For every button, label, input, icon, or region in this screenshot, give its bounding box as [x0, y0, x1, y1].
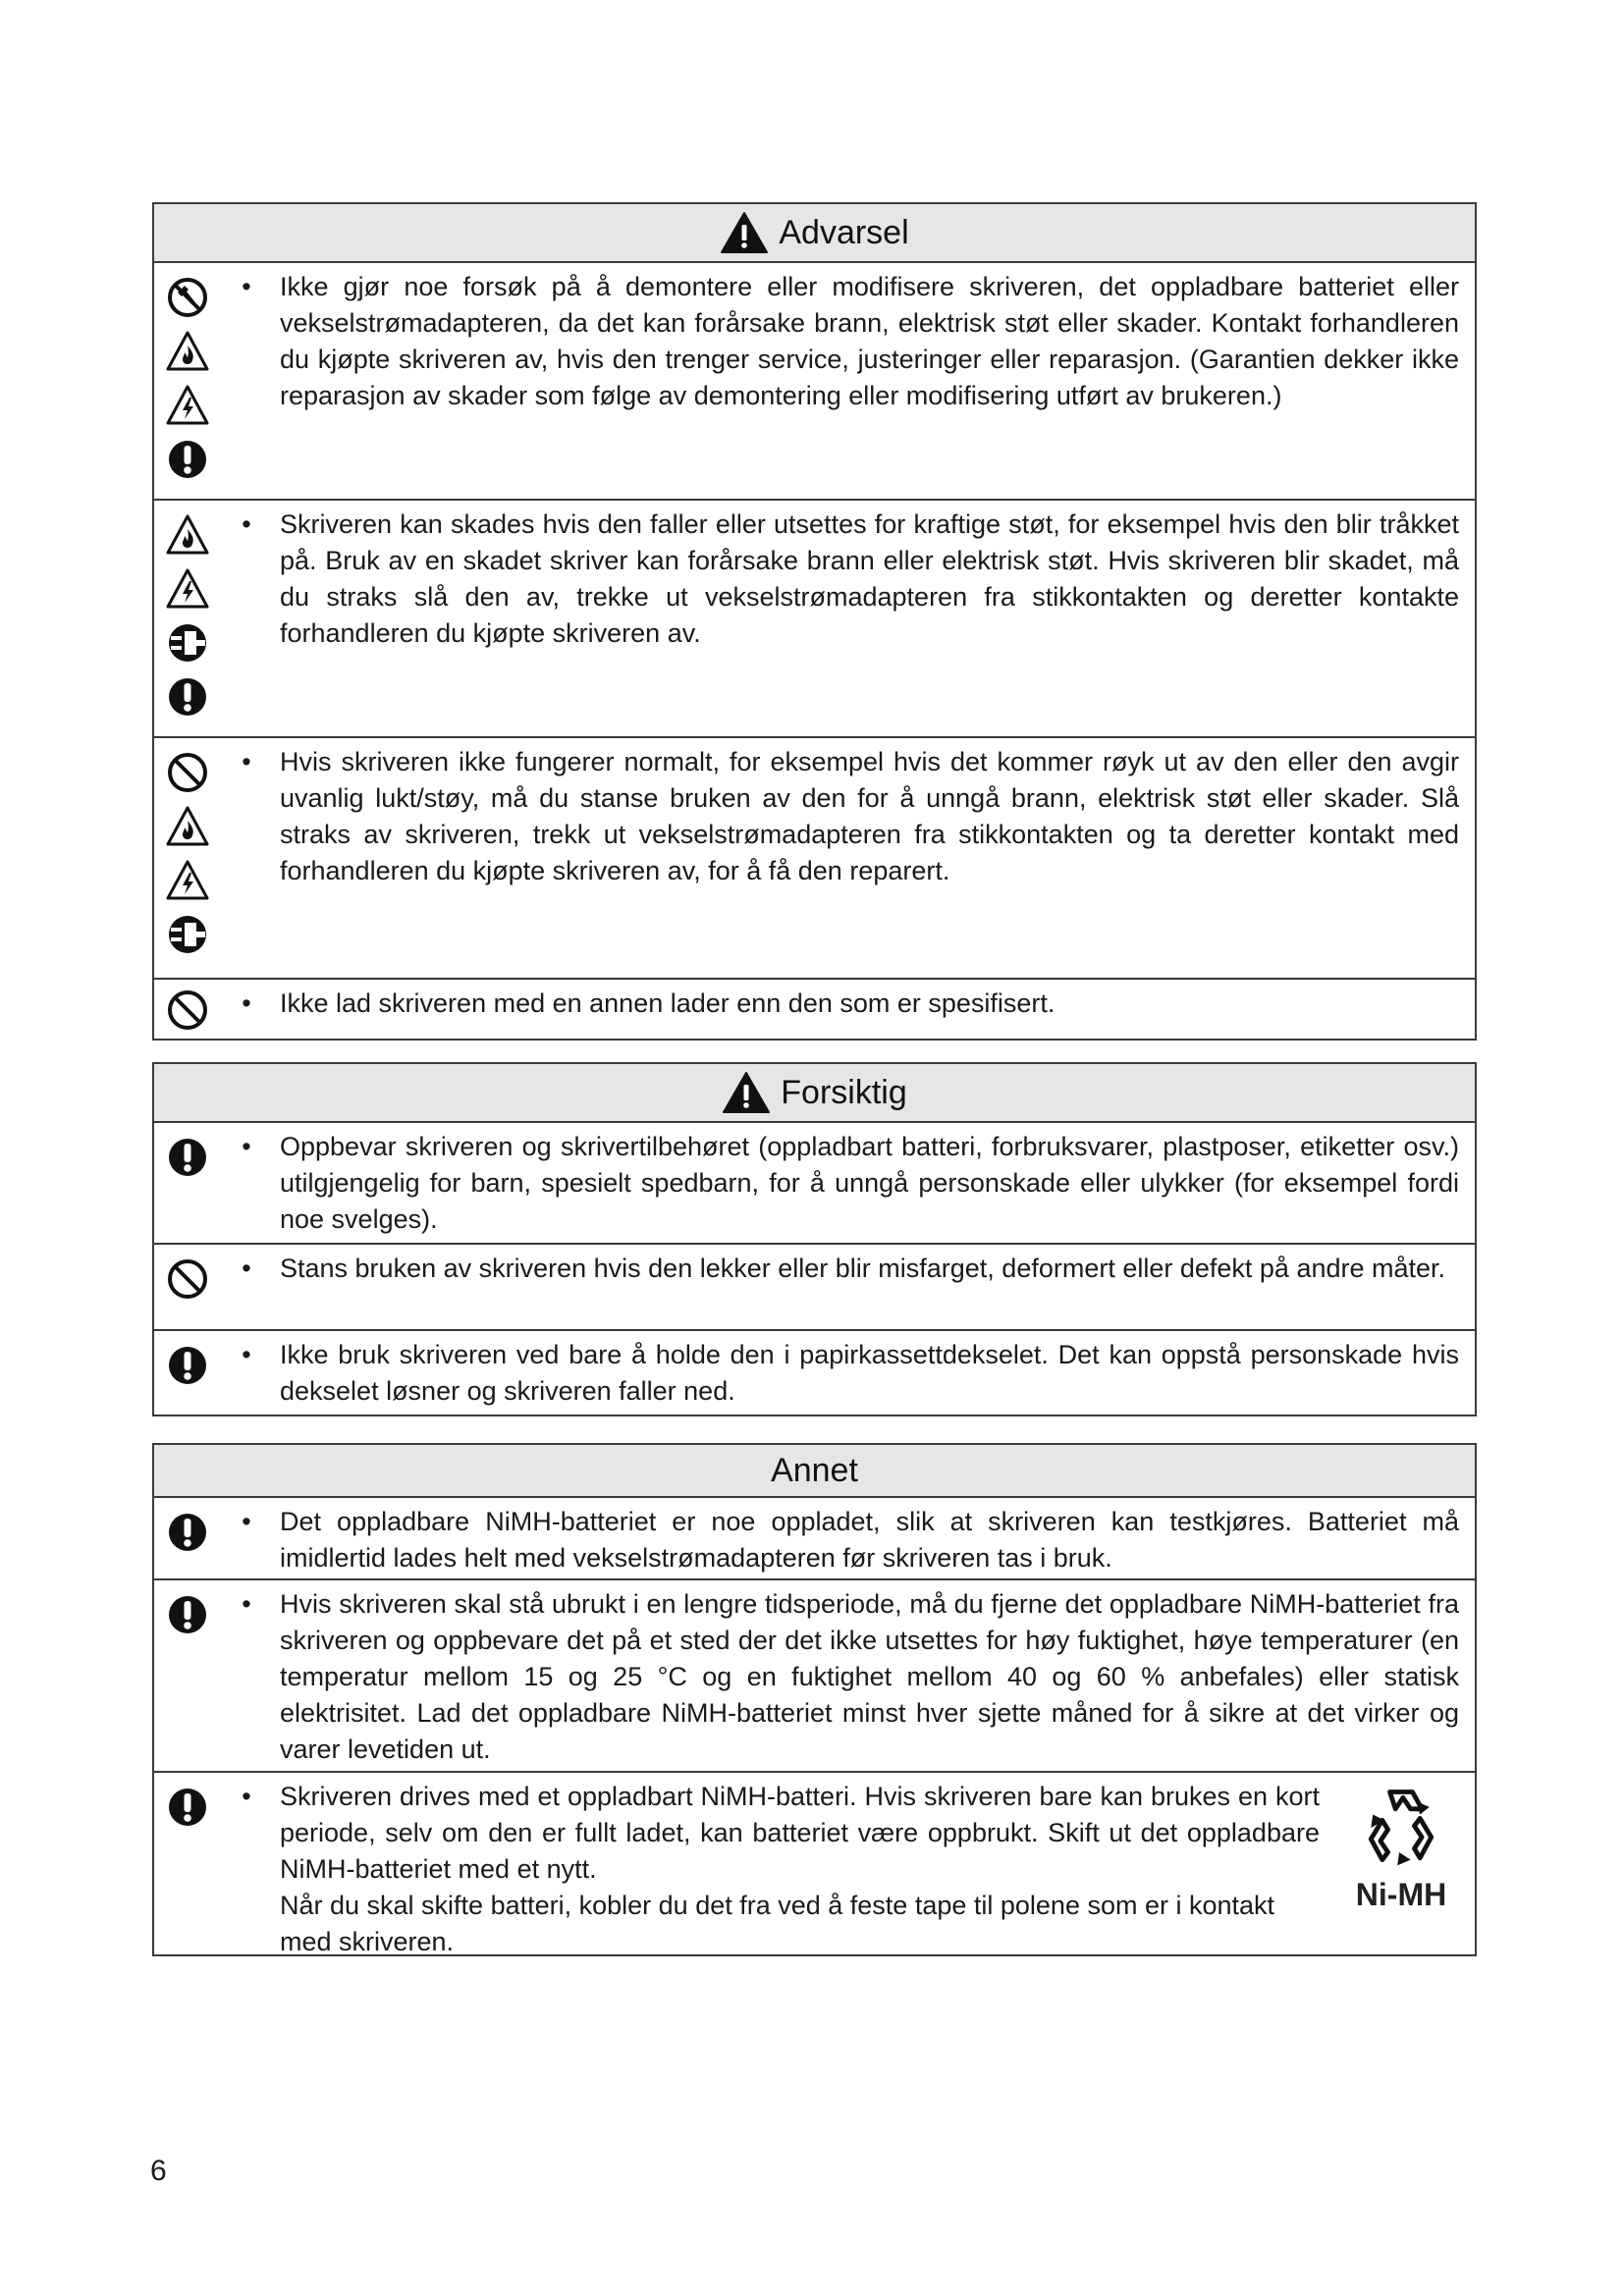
- page-number: 6: [150, 2155, 167, 2187]
- other-row: [154, 1498, 1475, 1578]
- fire-hazard-icon: [165, 512, 210, 558]
- bullet: •: [242, 509, 251, 539]
- unplug-icon: [165, 912, 210, 957]
- caution-text: Stans bruken av skriveren hvis den lekker eller blir misfarget, deformert eller defekt på andre måter.: [280, 1254, 1446, 1283]
- mandatory-action-icon: [165, 1785, 210, 1830]
- bullet: •: [242, 272, 251, 301]
- other-section: [152, 1443, 1477, 1956]
- other-text: Skriveren drives med et oppladbart NiMH-batteri. Hvis skriveren bare kan brukes en kort periode, selv om den er fullt ladet, kan batteriet være oppbrukt. Skift ut det oppladbare NiMH-batteriet med et nytt.: [280, 1782, 1320, 1884]
- fire-hazard-icon: [165, 329, 210, 374]
- bullet: •: [242, 1782, 251, 1811]
- bullet: •: [242, 1507, 251, 1536]
- recycle-label: Ni-MH: [1355, 1877, 1447, 1912]
- other-header: [154, 1445, 1475, 1498]
- caution-title: Forsiktig: [781, 1073, 907, 1111]
- other-row: [154, 1578, 1475, 1771]
- caution-text: Ikke bruk skriveren ved bare å holde den i papirkassettdekselet. Det kan oppstå personskade hvis dekselet løsner og skriveren faller ned.: [280, 1340, 1459, 1406]
- warning-section: [152, 202, 1477, 1041]
- mandatory-action-icon: [165, 437, 210, 482]
- electric-shock-icon: [165, 566, 210, 612]
- bullet: •: [242, 1589, 251, 1619]
- caution-row: [154, 1329, 1475, 1415]
- bullet: •: [242, 747, 251, 776]
- mandatory-action-icon: [165, 1592, 210, 1637]
- warning-text: Skriveren kan skades hvis den faller eller utsettes for kraftige støt, for eksempel hvis den blir tråkket på. Bruk av en skadet skriver kan forårsake brann eller elektrisk støt. Hvis skriveren blir skadet, må du straks slå den av, trekke ut vekselstrømadapteren fra stikkontakten og deretter kontakte forhandleren du kjøpte skriveren av.: [280, 509, 1459, 648]
- no-disassembly-icon: [165, 275, 210, 320]
- prohibited-icon: [165, 988, 210, 1033]
- warning-triangle-icon: [722, 1071, 771, 1114]
- other-title: Annet: [771, 1451, 858, 1489]
- mandatory-action-icon: [165, 1135, 210, 1180]
- warning-text: Ikke lad skriveren med en annen lader enn den som er spesifisert.: [280, 988, 1056, 1018]
- bullet: •: [242, 1132, 251, 1161]
- warning-header: [154, 204, 1475, 263]
- bullet: •: [242, 1254, 251, 1283]
- mandatory-action-icon: [165, 1343, 210, 1388]
- electric-shock-icon: [165, 858, 210, 903]
- unplug-icon: [165, 620, 210, 666]
- warning-row: [154, 263, 1475, 499]
- mandatory-action-icon: [165, 674, 210, 720]
- warning-row: [154, 978, 1475, 1042]
- warning-title: Advarsel: [779, 213, 909, 251]
- other-text: Hvis skriveren skal stå ubrukt i en lengre tidsperiode, må du fjerne det oppladbare NiMH-batteriet fra skriveren og oppbevare det på et sted der det ikke utsettes for høy fuktighet, høye temperaturer (en temperatur mellom 15 og 25 °C og en fuktighet mellom 40 og 60 % anbefales) eller statisk elektrisitet. Lad det oppladbare NiMH-batteriet minst hver sjette måned for å sikre at det virker og varer levetiden ut.: [280, 1589, 1459, 1764]
- warning-text: Ikke gjør noe forsøk på å demontere eller modifisere skriveren, det oppladbare batteriet eller vekselstrømadapteren, da det kan forårsake brann, elektrisk støt eller skader. Kontakt forhandleren du kjøpte skriveren av, hvis den trenger service, justeringer eller reparasjon. (Garantien dekker ikke reparasjon av skader som følge av demontering eller modifisering utført av brukeren.): [280, 272, 1459, 410]
- warning-text: Hvis skriveren ikke fungerer normalt, for eksempel hvis det kommer røyk ut av den eller den avgir uvanlig lukt/støy, må du stanse bruken av den for å unngå brann, elektrisk støt eller skader. Slå straks av skriveren, trekk ut vekselstrømadapteren fra stikkontakten og ta deretter kontakt med forhandleren du kjøpte skriveren av, for å få den reparert.: [280, 747, 1459, 885]
- caution-section: [152, 1062, 1477, 1416]
- fire-hazard-icon: [165, 804, 210, 849]
- caution-row: [154, 1243, 1475, 1329]
- mandatory-action-icon: [165, 1510, 210, 1555]
- bullet: •: [242, 988, 251, 1018]
- recycle-symbol: [1327, 1773, 1475, 1961]
- other-text: Det oppladbare NiMH-batteriet er noe oppladet, slik at skriveren kan testkjøres. Batteriet må imidlertid lades helt med vekselstrømadapteren før skriveren tas i bruk.: [280, 1507, 1459, 1573]
- prohibited-icon: [165, 750, 210, 795]
- caution-text: Oppbevar skriveren og skrivertilbehøret (oppladbart batteri, forbruksvarer, plastposer, etiketter osv.) utilgjengelig for barn, spesielt spedbarn, for å unngå personskade eller ulykker (for eksempel fordi noe svelges).: [280, 1132, 1459, 1234]
- other-text-continued: Når du skal skifte batteri, kobler du det fra ved å feste tape til polene som er i kontakt med skriveren.: [280, 1891, 1275, 1956]
- other-row: [154, 1771, 1475, 1961]
- electric-shock-icon: [165, 383, 210, 428]
- caution-row: [154, 1123, 1475, 1243]
- warning-triangle-icon: [720, 211, 769, 254]
- prohibited-icon: [165, 1256, 210, 1302]
- warning-row: [154, 736, 1475, 978]
- bullet: •: [242, 1340, 251, 1369]
- warning-row: [154, 499, 1475, 736]
- caution-header: [154, 1064, 1475, 1123]
- recycle-icon: [1354, 1781, 1448, 1875]
